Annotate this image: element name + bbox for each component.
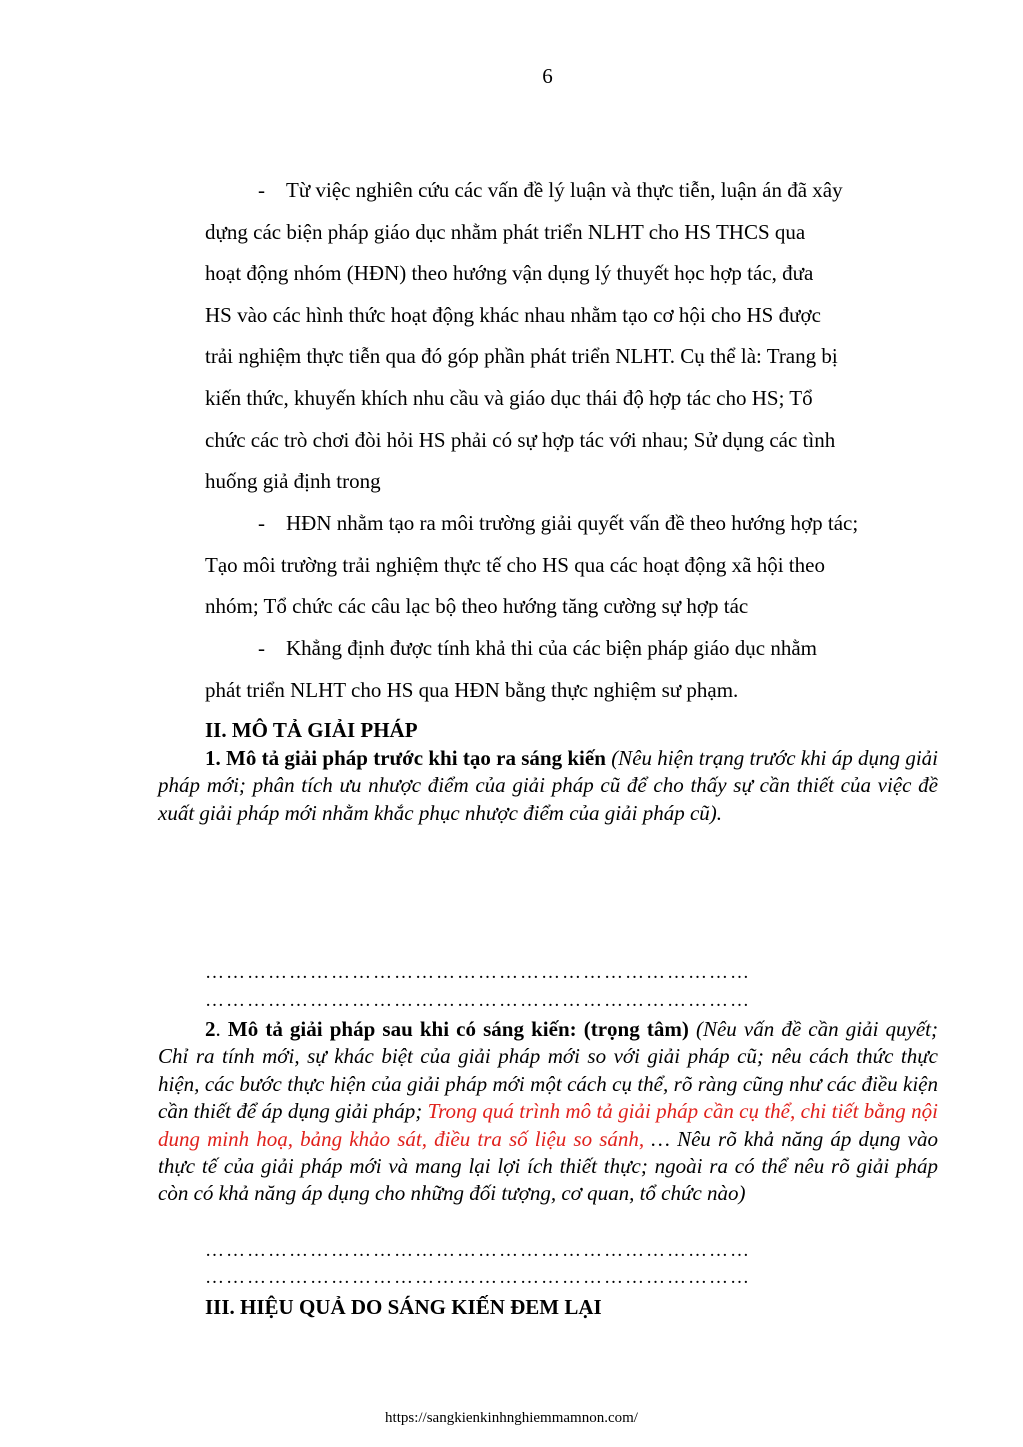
bullet-marker: - xyxy=(258,178,265,202)
item-2-highlight: Trong quá trình mô tả giải pháp cần cụ thể, chi tiết bằng nội dung minh hoạ, bảng khảo sát, điều tra số liệu so sánh, xyxy=(158,1099,938,1151)
bullet-line: HS vào các hình thức hoạt động khác nhau nhằm tạo cơ hội cho HS được xyxy=(205,302,821,327)
bullet-line: kiến thức, khuyến khích nhu cầu và giáo dục thái độ hợp tác cho HS; Tổ xyxy=(205,385,813,410)
bullet-line: phát triển NLHT cho HS qua HĐN bằng thực nghiệm sư phạm. xyxy=(205,677,739,702)
dotted-fill-line: …………………………………………………………………… xyxy=(205,962,751,983)
bullet-line: Tạo môi trường trải nghiệm thực tế cho HS qua các hoạt động xã hội theo xyxy=(205,552,825,577)
bullet-text: Từ việc nghiên cứu các vấn đề lý luận và thực tiễn, luận án đã xây xyxy=(286,178,843,202)
bullet-line xyxy=(205,628,930,670)
item-2-paragraph xyxy=(158,1016,938,1208)
bullet-marker: - xyxy=(258,511,265,535)
bullet-line: hoạt động nhóm (HĐN) theo hướng vận dụng lý thuyết học hợp tác, đưa xyxy=(205,261,814,286)
bullet-line: dựng các biện pháp giáo dục nhằm phát triển NLHT cho HS THCS qua xyxy=(205,219,806,244)
bullet-line: chức các trò chơi đòi hỏi HS phải có sự hợp tác với nhau; Sử dụng các tình xyxy=(205,427,836,452)
dotted-fill-line: …………………………………………………………………… xyxy=(205,1240,751,1261)
bullet-item-1 xyxy=(205,170,930,503)
item-2-number: 2 xyxy=(205,1017,216,1041)
bullet-item-2 xyxy=(205,503,930,628)
item-2-label: Mô tả giải pháp sau khi có sáng kiến: (trọng tâm) xyxy=(227,1017,689,1041)
item-2-description-end: … Nêu rõ khả năng áp dụng vào thực tế của giải pháp mới và mang lại lợi ích thiết thực; ngoài ra có thể nêu rõ giải pháp còn có khả năng áp dụng cho những đối tượng, cơ quan, tổ chức nào) xyxy=(158,1126,939,1206)
bullet-line xyxy=(205,170,930,212)
item-2-description: (Nêu vấn đề cần giải quyết; Chỉ ra tính mới, sự khác biệt của giải pháp mới so với giải pháp cũ; nêu cách thức thực hiện, các bước thực hiện của giải pháp mới một cách cụ thể, rõ ràng cũng như các điều kiện cần thiết để áp dụng giải pháp; xyxy=(158,1017,938,1124)
bullet-line: nhóm; Tổ chức các câu lạc bộ theo hướng tăng cường sự hợp tác xyxy=(205,594,749,619)
item-2-separator: . xyxy=(215,1017,228,1041)
dotted-fill-line: …………………………………………………………………… xyxy=(205,1267,751,1288)
bullet-line: trải nghiệm thực tiễn qua đó góp phần phát triển NLHT. Cụ thể là: Trang bị xyxy=(205,344,838,369)
bullet-text: Khẳng định được tính khả thi của các biện pháp giáo dục nhằm xyxy=(286,636,817,660)
item-1-description: (Nêu hiện trạng trước khi áp dụng giải pháp mới; phân tích ưu nhược điểm của giải pháp cũ để cho thấy sự cần thiết của việc đề xuất giải pháp mới nhằm khắc phục nhược điểm của giải pháp cũ). xyxy=(158,746,939,825)
section-2-heading: II. MÔ TẢ GIẢI PHÁP xyxy=(205,718,418,742)
section-3-heading: III. HIỆU QUẢ DO SÁNG KIẾN ĐEM LẠI xyxy=(205,1295,602,1319)
footer-url: https://sangkienkinhnghiemmamnon.com/ xyxy=(385,1410,638,1426)
bullet-marker: - xyxy=(258,636,265,660)
bullet-line: huống giả định trong xyxy=(205,469,381,494)
item-1-paragraph xyxy=(158,745,938,827)
page-number: 6 xyxy=(542,64,553,88)
item-1-label: 1. Mô tả giải pháp trước khi tạo ra sáng kiến xyxy=(205,746,606,770)
bullet-line xyxy=(205,503,930,545)
bullet-text: HĐN nhằm tạo ra môi trường giải quyết vấn đề theo hướng hợp tác; xyxy=(286,511,859,535)
dotted-fill-line: …………………………………………………………………… xyxy=(205,990,751,1011)
bullet-item-3 xyxy=(205,628,930,711)
